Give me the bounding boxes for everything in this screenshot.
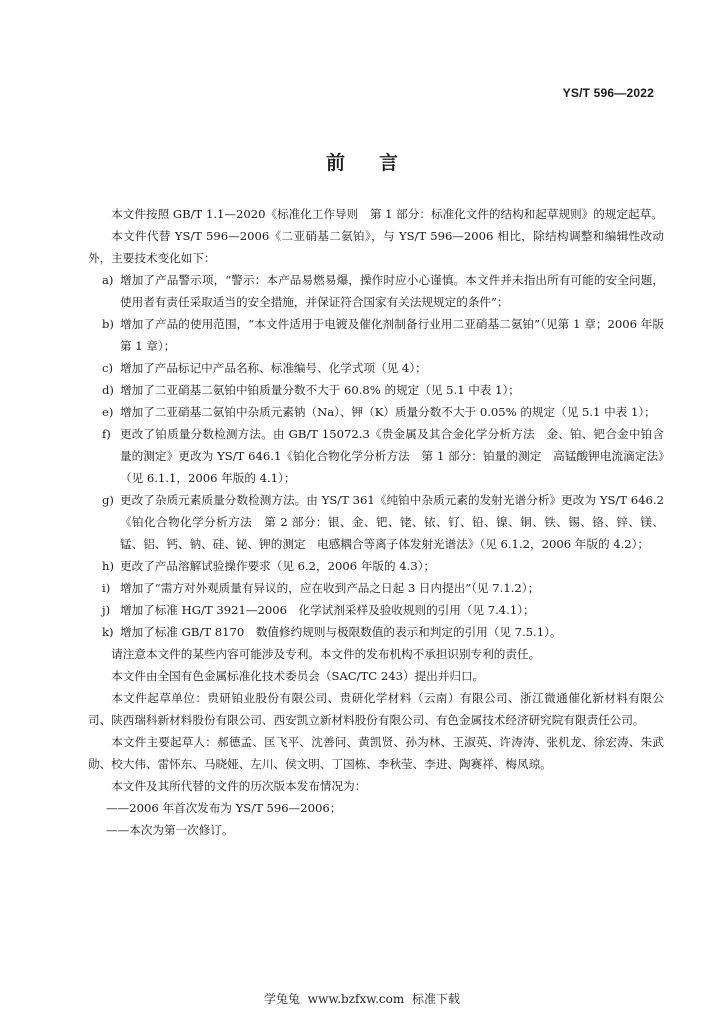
list-item bbox=[88, 379, 664, 401]
item-text: 增加了标准 HG/T 3921—2006 化学试剂采样及验收规则的引用（见 7.4.1）； bbox=[120, 603, 535, 617]
list-item bbox=[88, 489, 664, 555]
item-marker: j) bbox=[102, 603, 111, 617]
item-text: 增加了产品的使用范围，“本文件适用于电镀及催化剂制备行业用二亚硝基二氨铂”（见第 1 章；2006 年版第 1 章）； bbox=[120, 317, 664, 353]
list-item bbox=[88, 621, 664, 643]
item-marker: h) bbox=[102, 559, 114, 573]
history-item: ——本次为第一次修订。 bbox=[106, 823, 234, 837]
item-text: 更改了产品溶解试验操作要求（见 6.2，2006 年版的 4.3）； bbox=[120, 559, 436, 573]
history-intro: 本文件及其所代替的文件的历次版本发布情况为： bbox=[111, 779, 367, 793]
item-text: 增加了二亚硝基二氨铂中铂质量分数不大于 60.8% 的规定（见 5.1 中表 1）； bbox=[120, 383, 520, 397]
footer-watermark bbox=[0, 990, 724, 1007]
changes-list bbox=[88, 269, 664, 643]
footer-label: 标准下载 bbox=[412, 992, 461, 1006]
item-text: 增加了“需方对外观质量有异议的，应在收到产品之日起 3 日内提出”（见 7.1.2）； bbox=[120, 581, 540, 595]
document-code: YS/T 596—2022 bbox=[562, 86, 654, 100]
intro-paragraph: 本文件按照 GB/T 1.1—2020《标准化工作导则 第 1 部分：标准化文件的结构和起草规则》的规定起草。 bbox=[111, 207, 663, 221]
history-item: ——2006 年首次发布为 YS/T 596—2006； bbox=[106, 801, 342, 815]
patent-note: 请注意本文件的某些内容可能涉及专利。本文件的发布机构不承担识别专利的责任。 bbox=[111, 647, 541, 661]
item-marker: a) bbox=[102, 273, 114, 287]
footer-site-name: 学兔兔 bbox=[263, 992, 300, 1006]
list-item bbox=[88, 555, 664, 577]
item-marker: f) bbox=[102, 427, 111, 441]
item-marker: d) bbox=[102, 383, 114, 397]
drafting-units: 本文件起草单位：贵研铂业股份有限公司、贵研化学材料（云南）有限公司、浙江微通催化新材料有限公司、陕西瑞科新材料股份有限公司、西安凯立新材料股份有限公司、有色金属技术经济研究院有限责任公司。 bbox=[88, 691, 664, 727]
list-item bbox=[88, 599, 664, 621]
item-marker: e) bbox=[102, 405, 114, 419]
list-item bbox=[88, 269, 664, 313]
item-text: 增加了标准 GB/T 8170 数值修约规则与极限数值的表示和判定的引用（见 7.5.1）。 bbox=[120, 625, 562, 639]
intro-paragraph: 本文件代替 YS/T 596—2006《二亚硝基二氨铂》，与 YS/T 596—2006 相比，除结构调整和编辑性改动外，主要技术变化如下： bbox=[88, 229, 664, 265]
committee-note: 本文件由全国有色金属标准化技术委员会（SAC/TC 243）提出并归口。 bbox=[111, 669, 485, 683]
list-item bbox=[88, 401, 664, 423]
item-text: 增加了产品警示项，“警示：本产品易燃易爆，操作时应小心谨慎。本文件并未指出所有可能的安全问题，使用者有责任采取适当的安全措施，并保证符合国家有关法规规定的条件”； bbox=[120, 273, 664, 309]
item-marker: g) bbox=[102, 493, 114, 507]
item-text: 更改了铂质量分数检测方法。由 GB/T 15072.3《贵金属及其合金化学分析方法 金、铂、钯合金中铂含量的测定》更改为 YS/T 646.1《铂化合物化学分析方法 第 1 部分：铂量的测定 高锰酸钾电流滴定法》（见 6.1.1，2006 年版的 4.1）； bbox=[120, 427, 664, 485]
item-text: 增加了产品标记中产品名称、标准编号、化学式项（见 4）； bbox=[120, 361, 427, 375]
list-item bbox=[88, 577, 664, 599]
item-marker: c) bbox=[102, 361, 114, 375]
list-item bbox=[88, 357, 664, 379]
footer-url[interactable]: www.bzfxw.com bbox=[307, 992, 405, 1006]
list-item bbox=[88, 313, 664, 357]
item-text: 更改了杂质元素质量分数检测方法。由 YS/T 361《纯铂中杂质元素的发射光谱分析》更改为 YS/T 646.2《铂化合物化学分析方法 第 2 部分：银、金、钯、铑、铱、钌、铅、镍、铜、铁、锡、铬、锌、镁、锰、铝、钙、钠、硅、铋、钾的测定 电感耦合等离子体发射光谱法》（见 6.1.2，2006 年版的 4.2）； bbox=[120, 493, 664, 551]
item-marker: b) bbox=[102, 317, 114, 331]
item-marker: k) bbox=[102, 625, 114, 639]
drafters: 本文件主要起草人：郝德孟、匡飞平、沈善问、黄凯贤、孙为林、王淑英、许涛涛、张机龙、徐宏涛、朱武勋、校大伟、雷怀东、马晓娅、左川、侯文明、丁国栋、李秋莹、李进、陶赛祥、梅凤琼。 bbox=[88, 735, 664, 771]
item-text: 增加了二亚硝基二氨铂中杂质元素钠（Na）、钾（K）质量分数不大于 0.05% 的规定（见 5.1 中表 1）； bbox=[120, 405, 656, 419]
page-title: 前言 bbox=[325, 152, 432, 174]
foreword-body bbox=[88, 203, 664, 841]
list-item bbox=[88, 423, 664, 489]
item-marker: i) bbox=[102, 581, 111, 595]
